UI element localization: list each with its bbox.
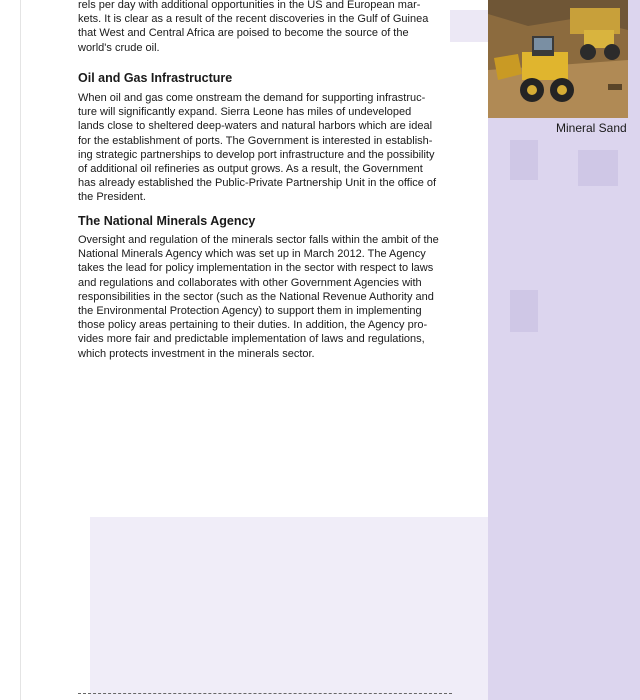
intro-paragraph (78, 0, 448, 55)
text-line: vides more fair and predictable implementation of laws and regulations, (78, 333, 425, 346)
ghost-block (578, 150, 618, 186)
text-line: which protects investment in the minerals sector. (78, 347, 315, 360)
oil-gas-paragraph (78, 91, 448, 205)
text-line: and regulations and collaborates with other Government Agencies with (78, 276, 422, 289)
text-line: of additional oil refineries as output grows. As a result, the Government (78, 163, 423, 176)
section-heading-oil-gas: Oil and Gas Infrastructure (78, 71, 233, 85)
section-heading-minerals-agency: The National Minerals Agency (78, 214, 256, 228)
text-line: responsibilities in the sector (such as the National Revenue Authority and (78, 290, 434, 303)
shaded-panel (90, 517, 488, 700)
text-line: ture will significantly expand. Sierra Leone has miles of undeveloped (78, 106, 412, 119)
text-line: National Minerals Agency which was set up in March 2012. The Agency (78, 248, 426, 261)
photo-caption: Mineral Sand (556, 121, 627, 135)
mining-machinery-image (488, 0, 628, 118)
text-line: for the establishment of ports. The Government is interested in establish- (78, 134, 433, 147)
text-line: rels per day with additional opportunities in the US and European mar- (78, 0, 421, 11)
text-line: Oversight and regulation of the minerals sector falls within the ambit of the (78, 234, 439, 246)
text-line: the Environmental Protection Agency) to support them in implementing (78, 305, 422, 318)
text-line: the President. (78, 191, 146, 204)
text-line: has already established the Public-Private Partnership Unit in the office of (78, 177, 437, 190)
mineral-sand-photo (488, 0, 628, 118)
text-line: those policy areas pertaining to their duties. In addition, the Agency pro- (78, 319, 428, 332)
minerals-agency-paragraph (78, 233, 448, 361)
text-line: takes the lead for policy implementation in the sector with respect to laws (78, 262, 434, 275)
ghost-block (510, 290, 538, 332)
page-edge (20, 0, 21, 700)
text-line: When oil and gas come onstream the demand for supporting infrastruc- (78, 92, 426, 104)
text-line: kets. It is clear as a result of the recent discoveries in the Gulf of Guinea (78, 13, 429, 26)
text-line: world's crude oil. (78, 41, 160, 54)
text-line: lands close to sheltered deep-waters and natural harbors which are ideal (78, 120, 433, 133)
ghost-block (450, 10, 490, 42)
text-line: ing strategic partnerships to develop port infrastructure and the possibility (78, 148, 435, 161)
footer-rule (78, 693, 452, 694)
text-line: that West and Central Africa are poised to become the source of the (78, 27, 409, 40)
ghost-block (510, 140, 538, 180)
